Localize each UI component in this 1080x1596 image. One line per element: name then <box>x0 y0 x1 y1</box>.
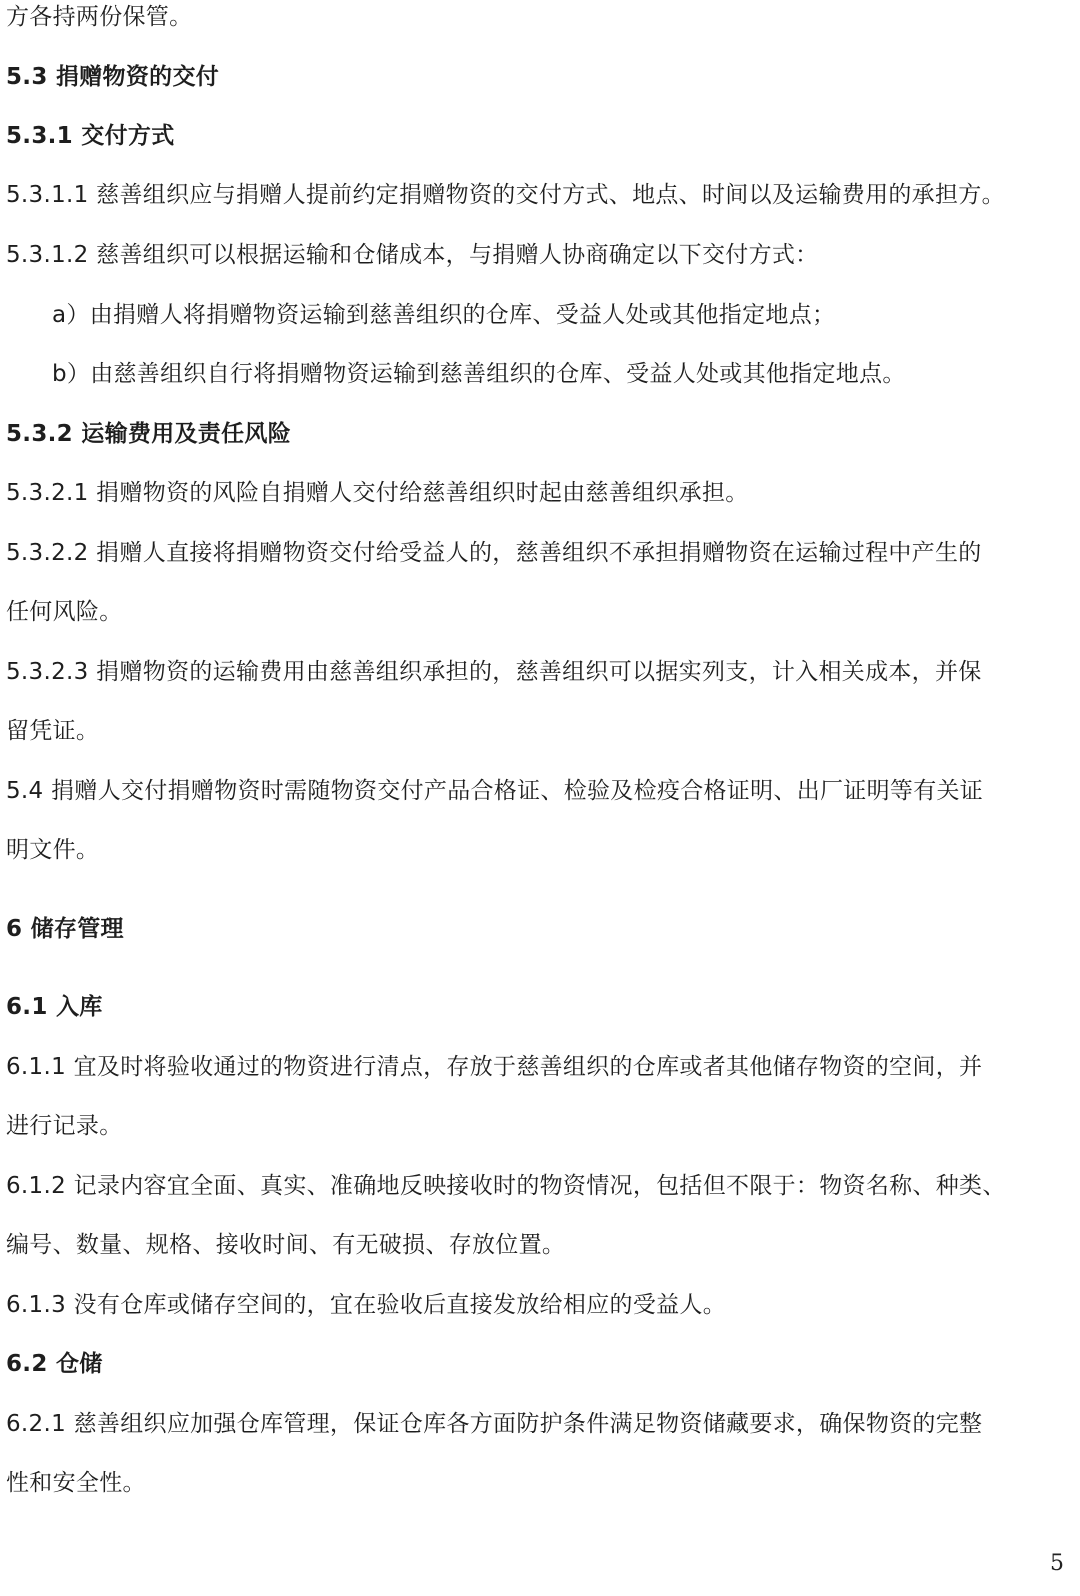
section-heading-6: 6 储存管理 <box>6 916 124 942</box>
clause-5-3-2-1: 5.3.2.1 捐赠物资的风险自捐赠人交付给慈善组织时起由慈善组织承担。 <box>6 480 749 506</box>
text-line: 方各持两份保管。 <box>6 4 193 30</box>
clause-6-2-1: 6.2.1 慈善组织应加强仓库管理，保证仓库各方面防护条件满足物资储藏要求，确保物资的完整 <box>6 1411 983 1437</box>
section-heading-5-3-1: 5.3.1 交付方式 <box>6 123 175 149</box>
clause-5-4: 5.4 捐赠人交付捐赠物资时需随物资交付产品合格证、检验及检疫合格证明、出厂证明等有关证 <box>6 778 984 804</box>
clause-6-1-2: 6.1.2 记录内容宜全面、真实、准确地反映接收时的物资情况，包括但不限于：物资名称、种类、 <box>6 1173 1006 1199</box>
list-item-b: b）由慈善组织自行将捐赠物资运输到慈善组织的仓库、受益人处或其他指定地点。 <box>52 361 906 387</box>
clause-5-3-2-3: 5.3.2.3 捐赠物资的运输费用由慈善组织承担的，慈善组织可以据实列支，计入相关成本，并保 <box>6 659 982 685</box>
clause-5-3-2-3-cont: 留凭证。 <box>6 718 100 744</box>
clause-6-1-1: 6.1.1 宜及时将验收通过的物资进行清点，存放于慈善组织的仓库或者其他储存物资的空间，并 <box>6 1054 983 1080</box>
clause-6-2-1-cont: 性和安全性。 <box>6 1470 146 1496</box>
page-number: 5 <box>1050 1551 1064 1576</box>
clause-6-1-3: 6.1.3 没有仓库或储存空间的，宜在验收后直接发放给相应的受益人。 <box>6 1292 727 1318</box>
list-item-a: a）由捐赠人将捐赠物资运输到慈善组织的仓库、受益人处或其他指定地点； <box>52 302 836 328</box>
section-heading-5-3-2: 5.3.2 运输费用及责任风险 <box>6 421 291 447</box>
clause-6-1-1-cont: 进行记录。 <box>6 1113 123 1139</box>
clause-5-3-2-2: 5.3.2.2 捐赠人直接将捐赠物资交付给受益人的，慈善组织不承担捐赠物资在运输过程中产生的 <box>6 540 982 566</box>
clause-5-3-1-2: 5.3.1.2 慈善组织可以根据运输和仓储成本，与捐赠人协商确定以下交付方式： <box>6 242 819 268</box>
section-heading-6-2: 6.2 仓储 <box>6 1351 103 1377</box>
section-heading-5-3: 5.3 捐赠物资的交付 <box>6 64 220 90</box>
section-heading-6-1: 6.1 入库 <box>6 994 103 1020</box>
clause-5-4-cont: 明文件。 <box>6 837 100 863</box>
clause-5-3-2-2-cont: 任何风险。 <box>6 599 123 625</box>
clause-6-1-2-cont: 编号、数量、规格、接收时间、有无破损、存放位置。 <box>6 1232 566 1258</box>
clause-5-3-1-1: 5.3.1.1 慈善组织应与捐赠人提前约定捐赠物资的交付方式、地点、时间以及运输费用的承担方。 <box>6 182 1005 208</box>
